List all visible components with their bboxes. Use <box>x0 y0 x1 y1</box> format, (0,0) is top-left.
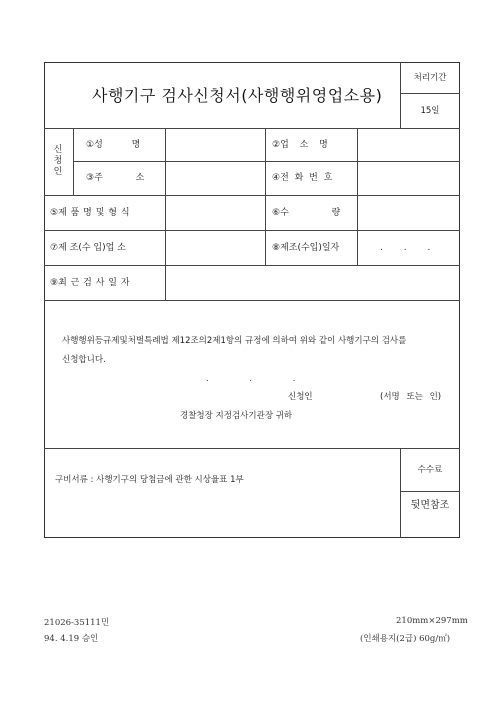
signature-note: (서명 또는 인) <box>380 392 442 402</box>
business-name-value <box>362 139 452 151</box>
column-line <box>165 128 166 265</box>
processing-divider <box>400 93 460 94</box>
applicant-group-label: 신 청 인 <box>53 145 63 177</box>
column-line <box>265 128 266 265</box>
row-divider <box>44 265 460 266</box>
row-divider <box>44 300 460 301</box>
paper-size: 210mm×297mm <box>396 616 468 626</box>
statement-text-line2: 신청합니다. <box>62 355 106 365</box>
processing-period-value: 15일 <box>420 106 440 116</box>
quantity-label: ⑥수 량 <box>272 208 341 218</box>
address-value <box>170 172 260 184</box>
manufacture-date-label: ⑧제조(수입)일자 <box>272 243 340 253</box>
name-label-text: ①성 명 <box>86 140 141 150</box>
title-row-divider <box>44 128 460 129</box>
form-title: 사행기구 검사신청서(사행행위영업소용) <box>92 86 383 105</box>
statement-divider <box>44 448 460 449</box>
business-name-label: ②업 소 명 <box>272 140 328 150</box>
form-code: 21026-35111민 <box>44 618 110 628</box>
manufacture-date-value: . . . <box>380 243 431 253</box>
manufacturer-label: ⑦제 조(수 입)업 소 <box>50 243 126 253</box>
column-line <box>165 265 166 300</box>
applicant-signature-label: 신청인 <box>288 392 313 402</box>
processing-period-label: 처리기간 <box>413 73 447 83</box>
row-divider <box>44 230 460 231</box>
last-inspection-label: ⑨최 근 검 사 일 자 <box>50 278 130 288</box>
recipient-line: 경찰청장 지정검사기관장 귀하 <box>180 411 293 421</box>
applicant-row-divider <box>73 161 460 162</box>
product-label: ⑤제 품 명 및 형 식 <box>50 208 130 218</box>
fee-column-line <box>400 448 401 538</box>
statement-text-line1: 사행행위등규제및처벌특례법 제12조의2제1항의 규정에 의하여 위와 같이 사행기구의 검사를 <box>62 336 407 346</box>
row-divider <box>44 195 460 196</box>
paper-spec: (인쇄용지(2급) 60g/㎡) <box>360 634 451 644</box>
approval-date: 94. 4.19 승인 <box>44 634 99 644</box>
fee-divider <box>400 491 460 492</box>
fee-label: 수수료 <box>417 465 443 475</box>
name-label <box>86 139 152 151</box>
address-label: ③주 소 <box>86 173 145 183</box>
column-line <box>357 128 358 265</box>
required-documents: 구비서류 : 사행기구의 당첨금에 관한 시상율표 1부 <box>55 475 244 485</box>
fee-value: 뒷면참조 <box>410 500 450 511</box>
applicant-label-column-line <box>73 128 74 195</box>
name-value <box>170 139 260 151</box>
phone-label: ④전 화 번 호 <box>272 173 333 183</box>
application-date: . . . <box>206 374 296 384</box>
phone-value <box>362 172 452 184</box>
